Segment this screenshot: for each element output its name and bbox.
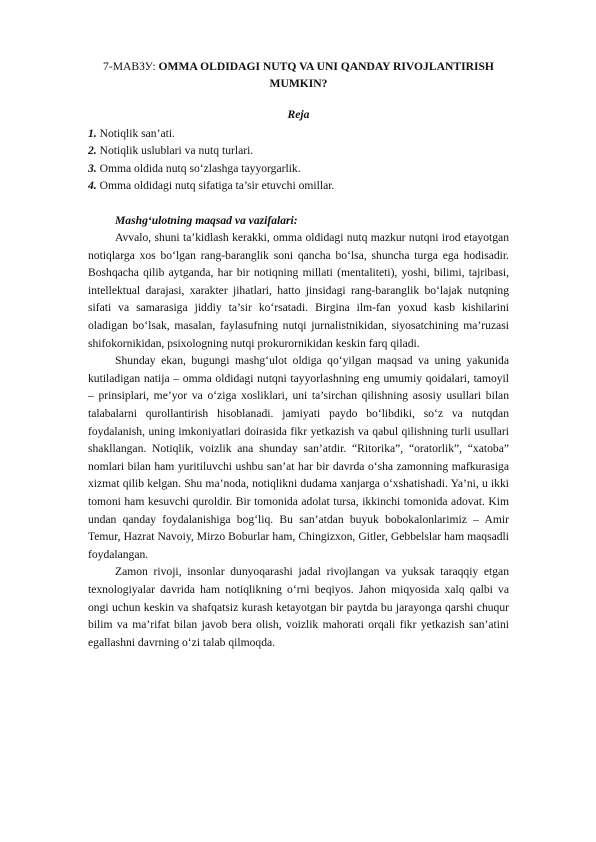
- plan-item-text: Notiqlik san’ati.: [96, 127, 175, 140]
- plan-item: [88, 177, 509, 194]
- plan-item: [88, 142, 509, 159]
- plan-item-text: Omma oldida nutq so‘zlashga tayyorgarlik.: [96, 161, 301, 175]
- title-text: OMMA OLDIDAGI NUTQ VA UNI QANDAY RIVOJLANTIRISH MUMKIN?: [155, 60, 494, 90]
- plan-item-number: 3.: [88, 161, 97, 175]
- plan-list: [88, 125, 509, 195]
- plan-item-number: 1.: [88, 127, 97, 140]
- title-topic-number: 7-МАВЗУ:: [103, 60, 156, 73]
- body-paragraph: Shunday ekan, bugungi mashg‘ulot oldiga qo‘yilgan maqsad va uning yakunida kutiladigan natija – omma oldidagi nutqni tayyorlashning eng umumiy qoidalari, tamoyil – prinsiplari, me’yor va o‘ziga xosliklari, uni ta’sirchan qilishning asosiy usullari bilan talabalarni qurollantirish hisoblanadi. jamiyati paydo bo‘libdiki, so‘z va nutqdan foydalanish, uning imkoniyatlari doirasida fikr yetkazish va qabul qilishning turli usullari shakllangan. Notiqlik, voizlik ana shunday san’atdir. “Ritorika”, “oratorlik”, “xatoba” nomlari bilan ham yuritiluvchi ushbu san’at har bir davrda o‘sha zamonning mafkurasiga xizmat qilib kelgan. Shu ma’noda, notiqlikni dudama xanjarga o‘xshatishadi. Ya’ni, u ikki tomoni ham kesuvchi quroldir. Bir tomonida adolat tursa, ikkinchi tomonida adovat. Kim undan qanday foydalanishiga bog‘liq. Bu san’atdan buyuk bobokalonlarimiz – Amir Temur, Hazrat Navoiy, Mirzo Boburlar ham, Chingizxon, Gitler, Gebbelslar ham maqsadli foydalangan.: [88, 354, 509, 561]
- section-heading: Mashg‘ulotning maqsad va vazifalari:: [115, 213, 298, 227]
- body-paragraph: Avvalo, shuni ta’kidlash kerakki, omma oldidagi nutq mazkur nutqni irod etayotgan notiqlarga xos bo‘lgan rang-baranglik soni qancha bo‘lsa, shuncha turga ega hodisadir. Boshqacha qilib aytganda, har bir notiqning millati (mentaliteti), yoshi, bilimi, tajribasi, intellektual darajasi, xarakter jihatlari, hatto jinsidagi rang-baranglik bo‘lajak nutqning sifati va samarasiga jiddiy ta’sir ko‘rsatadi. Birgina ilm-fan yoxud kasb kishilarini oladigan bo‘lsak, masalan, faylasufning nutqi jurnalistnikidan, siyosatchining ma’ruzasi shifokornikidan, psixologning nutqi prokurornikidan keskin farq qiladi.: [88, 231, 509, 350]
- body-paragraph: Zamon rivoji, insonlar dunyoqarashi jadal rivojlangan va yuksak taraqqiy etgan texnologiyalar davrida ham notiqlikning o‘rni beqiyos. Jahon miqyosida xalq qalbi va ongi uchun keskin va shafqatsiz kurash ketayotgan bir paytda bu jarayonga qarshi chuqur bilim va ma’rifat bilan javob bera olish, voizlik mahorati orqali fikr yetkazish san’atini egallashni davrning o‘zi talab qilmoqda.: [88, 565, 509, 649]
- plan-item-text: Notiqlik uslublari va nutq turlari.: [96, 144, 254, 158]
- plan-item-number: 2.: [88, 144, 97, 158]
- plan-item: [88, 125, 509, 142]
- document-title: [88, 58, 509, 92]
- document-page: [88, 58, 509, 651]
- plan-item: [88, 160, 509, 177]
- plan-heading: Reja: [287, 108, 310, 121]
- plan-item-number: 4.: [88, 179, 97, 193]
- plan-item-text: Omma oldidagi nutq sifatiga ta’sir etuvchi omillar.: [96, 179, 335, 193]
